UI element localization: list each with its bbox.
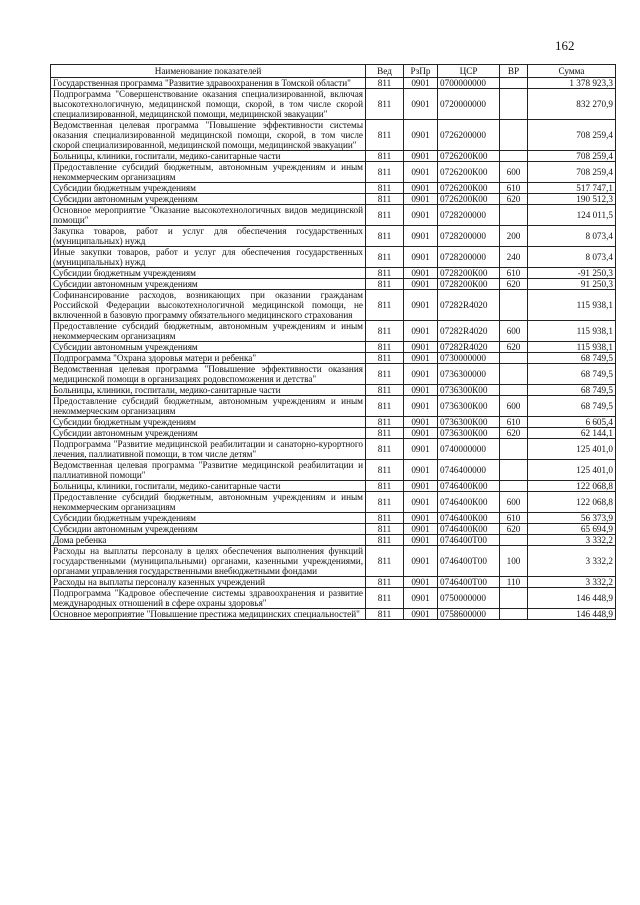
cell-name: Ведомственная целевая программа "Повышение эффективности оказания медицинской помощи в организациях родовспоможения и детства" <box>51 364 366 385</box>
table-row <box>51 492 616 513</box>
table-row <box>51 162 616 183</box>
cell-vr: 610 <box>500 268 528 279</box>
cell-csr: 0746400К00 <box>438 513 500 524</box>
table-row <box>51 321 616 342</box>
cell-sum: 190 512,3 <box>528 194 616 205</box>
cell-vr: 600 <box>500 321 528 342</box>
cell-name: Больницы, клиники, госпитали, медико-санитарные части <box>51 481 366 492</box>
cell-csr: 0750000000 <box>438 588 500 609</box>
cell-rzpr: 0901 <box>404 78 438 89</box>
cell-vr: 620 <box>500 342 528 353</box>
table-row <box>51 481 616 492</box>
cell-ved: 811 <box>366 151 404 162</box>
cell-csr: 0740000000 <box>438 439 500 460</box>
cell-sum: 8 073,4 <box>528 247 616 268</box>
cell-name: Расходы на выплаты персоналу казенных учреждений <box>51 577 366 588</box>
table-row <box>51 546 616 577</box>
cell-csr: 0746400К00 <box>438 524 500 535</box>
cell-csr: 0736300К00 <box>438 385 500 396</box>
cell-ved: 811 <box>366 524 404 535</box>
cell-ved: 811 <box>366 588 404 609</box>
cell-name: Иные закупки товаров, работ и услуг для обеспечения государственных (муниципальных) нужд <box>51 247 366 268</box>
cell-sum: 91 250,3 <box>528 279 616 290</box>
cell-ved: 811 <box>366 353 404 364</box>
table-row <box>51 385 616 396</box>
cell-name: Ведомственная целевая программа "Развитие медицинской реабилитации и паллиативной помощи" <box>51 460 366 481</box>
cell-name: Предоставление субсидий бюджетным, автономным учреждениям и иным некоммерческим организациям <box>51 321 366 342</box>
cell-sum: 125 401,0 <box>528 460 616 481</box>
cell-rzpr: 0901 <box>404 321 438 342</box>
cell-rzpr: 0901 <box>404 417 438 428</box>
cell-sum: 708 259,4 <box>528 120 616 151</box>
cell-rzpr: 0901 <box>404 439 438 460</box>
cell-sum: 68 749,5 <box>528 385 616 396</box>
cell-ved: 811 <box>366 279 404 290</box>
cell-rzpr: 0901 <box>404 535 438 546</box>
page-number: 162 <box>555 38 575 53</box>
cell-ved: 811 <box>366 535 404 546</box>
table-row <box>51 151 616 162</box>
cell-rzpr: 0901 <box>404 162 438 183</box>
table-row <box>51 120 616 151</box>
cell-rzpr: 0901 <box>404 247 438 268</box>
cell-ved: 811 <box>366 492 404 513</box>
cell-csr: 0736300000 <box>438 364 500 385</box>
cell-name: Больницы, клиники, госпитали, медико-санитарные части <box>51 151 366 162</box>
cell-name: Субсидии автономным учреждениям <box>51 279 366 290</box>
cell-sum: 122 068,8 <box>528 481 616 492</box>
cell-vr <box>500 290 528 321</box>
cell-name: Расходы на выплаты персоналу в целях обеспечения выполнения функций государственными (муниципальными) органами, казенными учреждениями, органами управления государственными внебюджетными фондами <box>51 546 366 577</box>
cell-name: Государственная программа "Развитие здравоохранения в Томской области" <box>51 78 366 89</box>
table-row <box>51 577 616 588</box>
header-csr: ЦСР <box>438 65 500 78</box>
cell-vr <box>500 205 528 226</box>
cell-sum: 115 938,1 <box>528 321 616 342</box>
cell-vr: 620 <box>500 279 528 290</box>
cell-ved: 811 <box>366 385 404 396</box>
table-row <box>51 460 616 481</box>
cell-sum: 125 401,0 <box>528 439 616 460</box>
cell-csr: 0746400К00 <box>438 492 500 513</box>
cell-ved: 811 <box>366 120 404 151</box>
table-row <box>51 247 616 268</box>
cell-name: Подпрограмма "Охрана здоровья матери и ребенка" <box>51 353 366 364</box>
cell-sum: 146 448,9 <box>528 588 616 609</box>
cell-csr: 0730000000 <box>438 353 500 364</box>
cell-csr: 0736300К00 <box>438 396 500 417</box>
cell-sum: -91 250,3 <box>528 268 616 279</box>
cell-ved: 811 <box>366 396 404 417</box>
cell-rzpr: 0901 <box>404 513 438 524</box>
table-row <box>51 268 616 279</box>
cell-name: Подпрограмма "Совершенствование оказания специализированной, включая высокотехнологичную, медицинской помощи, скорой, в том числе скорой специализированной, медицинской помощи, медицинской эвакуации" <box>51 89 366 120</box>
budget-table <box>50 64 616 620</box>
cell-vr: 600 <box>500 396 528 417</box>
cell-name: Подпрограмма "Кадровое обеспечение системы здравоохранения и развитие международных отношений в сфере охраны здоровья" <box>51 588 366 609</box>
cell-name: Предоставление субсидий бюджетным, автономным учреждениям и иным некоммерческим организациям <box>51 162 366 183</box>
cell-ved: 811 <box>366 364 404 385</box>
cell-vr <box>500 439 528 460</box>
cell-ved: 811 <box>366 205 404 226</box>
cell-rzpr: 0901 <box>404 205 438 226</box>
cell-name: Субсидии автономным учреждениям <box>51 524 366 535</box>
cell-ved: 811 <box>366 321 404 342</box>
cell-sum: 115 938,1 <box>528 290 616 321</box>
cell-vr: 600 <box>500 162 528 183</box>
cell-csr: 0728200000 <box>438 226 500 247</box>
header-name: Наименование показателей <box>51 65 366 78</box>
cell-vr: 110 <box>500 577 528 588</box>
cell-ved: 811 <box>366 78 404 89</box>
cell-vr: 620 <box>500 524 528 535</box>
cell-ved: 811 <box>366 513 404 524</box>
cell-csr: 0726200К00 <box>438 151 500 162</box>
cell-ved: 811 <box>366 546 404 577</box>
cell-ved: 811 <box>366 183 404 194</box>
cell-vr <box>500 385 528 396</box>
cell-sum: 3 332,2 <box>528 577 616 588</box>
cell-vr <box>500 151 528 162</box>
cell-rzpr: 0901 <box>404 385 438 396</box>
table-row <box>51 353 616 364</box>
cell-ved: 811 <box>366 268 404 279</box>
cell-sum: 146 448,9 <box>528 609 616 620</box>
table-row <box>51 226 616 247</box>
cell-rzpr: 0901 <box>404 588 438 609</box>
cell-sum: 115 938,1 <box>528 342 616 353</box>
cell-ved: 811 <box>366 194 404 205</box>
cell-csr: 0746400Т00 <box>438 535 500 546</box>
cell-sum: 8 073,4 <box>528 226 616 247</box>
cell-csr: 0728200К00 <box>438 268 500 279</box>
cell-name: Субсидии автономным учреждениям <box>51 342 366 353</box>
cell-name: Подпрограмма "Развитие медицинской реабилитации и санаторно-курортного лечения, паллиативной помощи, в том числе детям" <box>51 439 366 460</box>
cell-sum: 6 605,4 <box>528 417 616 428</box>
cell-rzpr: 0901 <box>404 396 438 417</box>
cell-ved: 811 <box>366 481 404 492</box>
cell-ved: 811 <box>366 89 404 120</box>
table-row <box>51 396 616 417</box>
table-body <box>51 78 616 620</box>
table-row <box>51 428 616 439</box>
cell-vr: 610 <box>500 417 528 428</box>
cell-vr: 620 <box>500 428 528 439</box>
cell-ved: 811 <box>366 417 404 428</box>
cell-sum: 832 270,9 <box>528 89 616 120</box>
cell-name: Субсидии автономным учреждениям <box>51 194 366 205</box>
cell-ved: 811 <box>366 342 404 353</box>
header-sum: Сумма <box>528 65 616 78</box>
table-row <box>51 342 616 353</box>
cell-sum: 1 378 923,3 <box>528 78 616 89</box>
cell-name: Субсидии бюджетным учреждениям <box>51 417 366 428</box>
cell-name: Закупка товаров, работ и услуг для обеспечения государственных (муниципальных) нужд <box>51 226 366 247</box>
cell-rzpr: 0901 <box>404 481 438 492</box>
cell-ved: 811 <box>366 609 404 620</box>
cell-vr: 240 <box>500 247 528 268</box>
cell-csr: 0728200К00 <box>438 279 500 290</box>
cell-csr: 0728200000 <box>438 247 500 268</box>
cell-rzpr: 0901 <box>404 577 438 588</box>
cell-vr <box>500 120 528 151</box>
cell-csr: 0726200000 <box>438 120 500 151</box>
cell-ved: 811 <box>366 439 404 460</box>
table-header <box>51 65 616 78</box>
table-row <box>51 535 616 546</box>
cell-sum: 3 332,2 <box>528 546 616 577</box>
cell-name: Дома ребенка <box>51 535 366 546</box>
cell-ved: 811 <box>366 460 404 481</box>
cell-vr <box>500 353 528 364</box>
cell-csr: 07282R4020 <box>438 321 500 342</box>
cell-vr: 610 <box>500 183 528 194</box>
cell-sum: 517 747,1 <box>528 183 616 194</box>
cell-rzpr: 0901 <box>404 364 438 385</box>
cell-csr: 0736300К00 <box>438 417 500 428</box>
cell-sum: 708 259,4 <box>528 162 616 183</box>
cell-csr: 07282R4020 <box>438 290 500 321</box>
cell-csr: 0726200К00 <box>438 183 500 194</box>
cell-csr: 0700000000 <box>438 78 500 89</box>
cell-rzpr: 0901 <box>404 183 438 194</box>
cell-name: Ведомственная целевая программа "Повышение эффективности системы оказания специализированной медицинской помощи, скорой, в том числе скорой специализированной, медицинской помощи, медицинской эвакуации" <box>51 120 366 151</box>
cell-name: Субсидии бюджетным учреждениям <box>51 183 366 194</box>
cell-sum: 122 068,8 <box>528 492 616 513</box>
table-row <box>51 364 616 385</box>
cell-name: Больницы, клиники, госпитали, медико-санитарные части <box>51 385 366 396</box>
cell-vr: 610 <box>500 513 528 524</box>
table-row <box>51 89 616 120</box>
table-row <box>51 417 616 428</box>
header-rzpr: РзПр <box>404 65 438 78</box>
cell-csr: 0746400000 <box>438 460 500 481</box>
cell-rzpr: 0901 <box>404 353 438 364</box>
cell-rzpr: 0901 <box>404 524 438 535</box>
cell-ved: 811 <box>366 428 404 439</box>
cell-rzpr: 0901 <box>404 546 438 577</box>
cell-vr <box>500 588 528 609</box>
cell-rzpr: 0901 <box>404 492 438 513</box>
table-row <box>51 279 616 290</box>
cell-name: Предоставление субсидий бюджетным, автономным учреждениям и иным некоммерческим организациям <box>51 396 366 417</box>
cell-vr <box>500 609 528 620</box>
cell-vr <box>500 364 528 385</box>
table-row <box>51 588 616 609</box>
table-row <box>51 524 616 535</box>
table-row <box>51 183 616 194</box>
cell-rzpr: 0901 <box>404 226 438 247</box>
table-row <box>51 78 616 89</box>
table-row <box>51 290 616 321</box>
cell-ved: 811 <box>366 226 404 247</box>
cell-vr: 600 <box>500 492 528 513</box>
cell-rzpr: 0901 <box>404 151 438 162</box>
cell-ved: 811 <box>366 247 404 268</box>
cell-csr: 0746400Т00 <box>438 546 500 577</box>
cell-vr <box>500 535 528 546</box>
cell-rzpr: 0901 <box>404 460 438 481</box>
header-vr: ВР <box>500 65 528 78</box>
cell-rzpr: 0901 <box>404 268 438 279</box>
cell-ved: 811 <box>366 290 404 321</box>
cell-sum: 65 694,9 <box>528 524 616 535</box>
cell-rzpr: 0901 <box>404 342 438 353</box>
cell-ved: 811 <box>366 577 404 588</box>
cell-csr: 0728200000 <box>438 205 500 226</box>
header-ved: Вед <box>366 65 404 78</box>
cell-name: Софинансирование расходов, возникающих при оказании гражданам Российской Федерации высокотехнологичной медицинской помощи, не включенной в базовую программу обязательного медицинского страхования <box>51 290 366 321</box>
cell-sum: 62 144,1 <box>528 428 616 439</box>
cell-sum: 68 749,5 <box>528 396 616 417</box>
cell-vr <box>500 460 528 481</box>
cell-rzpr: 0901 <box>404 194 438 205</box>
cell-sum: 56 373,9 <box>528 513 616 524</box>
cell-sum: 124 011,5 <box>528 205 616 226</box>
cell-vr <box>500 78 528 89</box>
cell-rzpr: 0901 <box>404 279 438 290</box>
cell-name: Субсидии автономным учреждениям <box>51 428 366 439</box>
cell-sum: 68 749,5 <box>528 353 616 364</box>
table-row <box>51 609 616 620</box>
cell-vr <box>500 481 528 492</box>
cell-rzpr: 0901 <box>404 120 438 151</box>
table-row <box>51 513 616 524</box>
cell-vr: 620 <box>500 194 528 205</box>
cell-csr: 0726200К00 <box>438 194 500 205</box>
cell-vr <box>500 89 528 120</box>
cell-csr: 0758600000 <box>438 609 500 620</box>
cell-csr: 0720000000 <box>438 89 500 120</box>
cell-csr: 0726200К00 <box>438 162 500 183</box>
cell-rzpr: 0901 <box>404 428 438 439</box>
cell-rzpr: 0901 <box>404 290 438 321</box>
cell-name: Субсидии бюджетным учреждениям <box>51 268 366 279</box>
cell-name: Основное мероприятие "Повышение престижа медицинских специальностей" <box>51 609 366 620</box>
cell-rzpr: 0901 <box>404 89 438 120</box>
cell-ved: 811 <box>366 162 404 183</box>
cell-name: Основное мероприятие "Оказание высокотехнологичных видов медицинской помощи" <box>51 205 366 226</box>
cell-rzpr: 0901 <box>404 609 438 620</box>
cell-sum: 68 749,5 <box>528 364 616 385</box>
cell-name: Предоставление субсидий бюджетным, автономным учреждениям и иным некоммерческим организациям <box>51 492 366 513</box>
cell-csr: 0746400Т00 <box>438 577 500 588</box>
cell-name: Субсидии бюджетным учреждениям <box>51 513 366 524</box>
cell-vr: 200 <box>500 226 528 247</box>
cell-csr: 07282R4020 <box>438 342 500 353</box>
cell-csr: 0746400К00 <box>438 481 500 492</box>
cell-sum: 3 332,2 <box>528 535 616 546</box>
table-row <box>51 205 616 226</box>
table-row <box>51 439 616 460</box>
cell-sum: 708 259,4 <box>528 151 616 162</box>
header-row <box>51 65 616 78</box>
cell-vr: 100 <box>500 546 528 577</box>
cell-csr: 0736300К00 <box>438 428 500 439</box>
table-row <box>51 194 616 205</box>
